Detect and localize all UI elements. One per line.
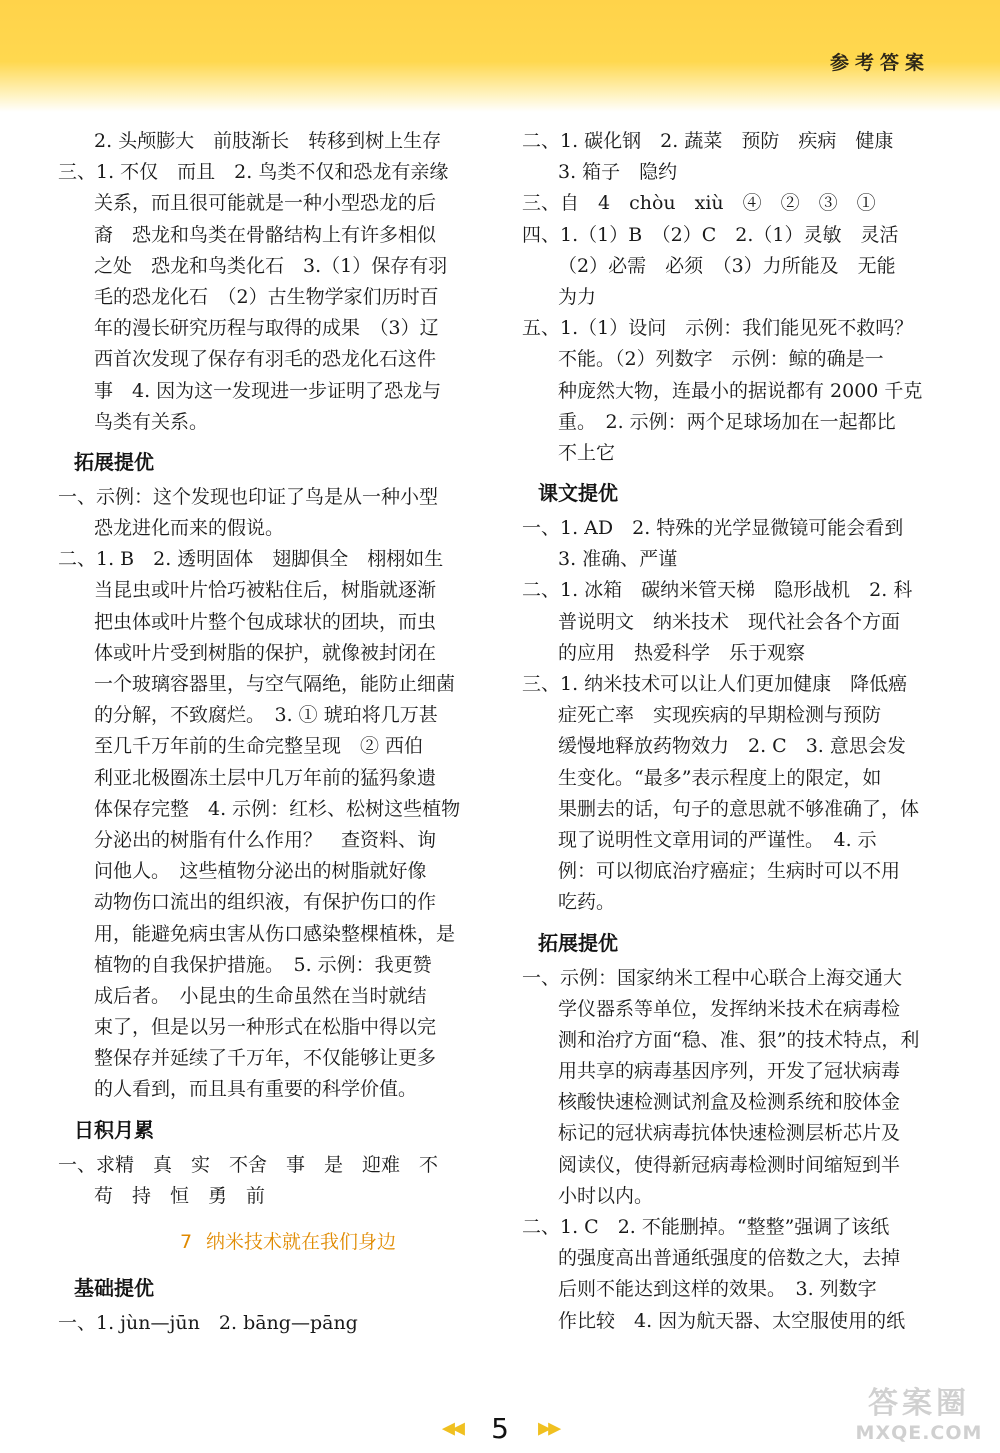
answer-line: 学仪器系等单位，发挥纳米技术在病毒检: [558, 997, 901, 1020]
answer-line: 一个玻璃容器里，与空气隔绝，能防止细菌: [94, 673, 456, 695]
answer-line: 不能。（2）列数字 示例：鲸的确是一: [558, 348, 884, 371]
answer-line: 二、1. B 2. 透明固体 翅脚俱全 栩栩如生: [58, 548, 444, 571]
answer-line: 缓慢地释放药物效力 2. C 3. 意思会发: [558, 735, 906, 758]
section-heading: 拓展提优: [538, 930, 618, 955]
answer-line: 一、1. AD 2. 特殊的光学显微镜可能会看到: [522, 517, 904, 540]
chapter-title-text: 纳米技术就在我们身边: [206, 1231, 397, 1253]
answer-line: 成后者。 小昆虫的生命虽然在当时就结: [94, 984, 427, 1007]
answer-line: 3. 箱子 隐约: [558, 161, 678, 184]
answer-line: 2. 头颅膨大 前肢渐长 转移到树上生存: [94, 130, 442, 152]
answer-line: 的分解，不致腐烂。 3. ① 琥珀将几万甚: [94, 704, 438, 727]
watermark-url: MXQE.COM: [855, 1422, 983, 1444]
answer-line: 为力: [558, 285, 597, 308]
answer-line: 毛的恐龙化石 （2）古生物学家们历时百: [94, 285, 439, 308]
answer-line: 之处 恐龙和鸟类化石 3.（1）保存有羽: [94, 254, 448, 277]
answer-line: 束了，但是以另一种形式在松脂中得以完: [94, 1016, 437, 1039]
answer-line: 一、1. jùn—jūn 2. bāng—pāng: [58, 1312, 358, 1334]
answer-line: 一、求精 真 实 不舍 事 是 迎难 不: [58, 1153, 439, 1176]
answer-line: 用共享的病毒基因序列，开发了冠状病毒: [558, 1060, 901, 1083]
chapter-title: [58, 1212, 478, 1264]
answer-line: 事 4. 因为这一发现进一步证明了恐龙与: [94, 379, 442, 402]
answer-line: 后则不能达到这样的效果。 3. 列数字: [558, 1278, 877, 1301]
answer-line: 吃药。: [558, 891, 616, 914]
answer-line: 关系，而且很可能就是一种小型恐龙的后: [94, 192, 437, 215]
answer-line: 种庞然大物，连最小的据说都有 2000 千克: [558, 379, 923, 402]
answer-line: 鸟类有关系。: [94, 410, 209, 433]
answer-line: 3. 准确、严谨: [558, 548, 678, 571]
answer-line: 年的漫长研究历程与取得的成果 （3）辽: [94, 317, 439, 340]
answer-line: 重。 2. 示例：两个足球场加在一起都比: [558, 410, 896, 433]
right-column: [522, 126, 942, 1337]
answer-line: 一、示例：国家纳米工程中心联合上海交通大: [522, 966, 903, 989]
answer-line: 阅读仪，使得新冠病毒检测时间缩短到半: [558, 1153, 901, 1176]
answer-line: 体或叶片受到树脂的保护，就像被封闭在: [94, 641, 437, 664]
answer-line: 不上它: [558, 441, 616, 464]
answer-line: 普说明文 纳米技术 现代社会各个方面: [558, 610, 901, 633]
section-heading: 课文提优: [538, 481, 618, 506]
answer-line: 用，能避免病虫害从伤口感染整棵植株，是: [94, 922, 456, 945]
answer-line: 苟 持 恒 勇 前: [94, 1184, 266, 1207]
answer-line: 现了说明性文章用词的严谨性。 4. 示: [558, 828, 877, 851]
page-header-title: 参考答案: [829, 52, 930, 74]
answer-line: 整保存并延续了千万年，不仅能够让更多: [94, 1047, 437, 1070]
answer-line: 至几千万年前的生命完整呈现 ② 西伯: [94, 735, 424, 758]
answer-line: 二、1. C 2. 不能删掉。“整整”强调了该纸: [522, 1216, 890, 1238]
answer-line: （2）必需 必须 （3）力所能及 无能: [558, 254, 896, 277]
answer-line: 标记的冠状病毒抗体快速检测层析芯片及: [558, 1122, 901, 1145]
answer-line: 四、1.（1）B （2）C 2.（1）灵敏 灵活: [522, 223, 899, 246]
answer-line: 西首次发现了保存有羽毛的恐龙化石这件: [94, 348, 437, 371]
answer-line: 果删去的话，句子的意思就不够准确了，体: [558, 797, 920, 820]
section-heading: 基础提优: [74, 1276, 154, 1300]
answer-line: 作比较 4. 因为航天器、太空服使用的纸: [558, 1309, 906, 1332]
page-number: 5: [491, 1412, 509, 1445]
answer-line: 生变化。“最多”表示程度上的限定，如: [558, 766, 882, 789]
answer-line: 当昆虫或叶片恰巧被粘住后，树脂就逐渐: [94, 579, 437, 602]
prev-arrows-icon: ◀◀: [441, 1418, 462, 1439]
answer-line: 问他人。 这些植物分泌出的树脂就好像: [94, 860, 427, 883]
answer-line: 利亚北极圈冻土层中几万年前的猛犸象遗: [94, 766, 437, 789]
section-heading: 拓展提优: [74, 449, 154, 474]
answer-line: 把虫体或叶片整个包成球状的团块，而虫: [94, 610, 437, 633]
answer-line: 的人看到，而且具有重要的科学价值。: [94, 1078, 418, 1101]
watermark-logo: [844, 1387, 994, 1449]
answer-line: 植物的自我保护措施。 5. 示例：我更赞: [94, 953, 432, 976]
answer-line: 二、1. 冰箱 碳纳米管天梯 隐形战机 2. 科: [522, 579, 913, 602]
answer-line: 五、1.（1）设问 示例：我们能见死不救吗？: [522, 317, 914, 340]
next-arrows-icon: ▶▶: [538, 1418, 559, 1439]
answer-line: 例：可以彻底治疗癌症；生病时可以不用: [558, 860, 901, 883]
answer-line: 的应用 热爱科学 乐于观察: [558, 641, 806, 664]
answer-line: 三、1. 纳米技术可以让人们更加健康 降低癌: [522, 673, 908, 695]
answer-line: 测和治疗方面“稳、准、狠”的技术特点，利: [558, 1028, 920, 1051]
watermark-text: 答案圈: [868, 1386, 970, 1421]
answer-line: 二、1. 碳化钢 2. 蔬菜 预防 疾病 健康: [522, 130, 894, 152]
answer-line: 裔 恐龙和鸟类在骨骼结构上有许多相似: [94, 223, 437, 246]
left-column: [58, 126, 478, 1339]
answer-line: 一、示例：这个发现也印证了鸟是从一种小型: [58, 485, 439, 508]
answer-line: 核酸快速检测试剂盒及检测系统和胶体金: [558, 1091, 901, 1114]
answer-line: 动物伤口流出的组织液，有保护伤口的作: [94, 891, 437, 914]
answer-line: 三、自 4 chòu xiù ④ ② ③ ①: [522, 192, 876, 215]
answer-line: 体保存完整 4. 示例：红杉、松树这些植物: [94, 797, 461, 820]
answer-line: 分泌出的树脂有什么作用？ 查资料、询: [94, 828, 437, 851]
answer-line: 小时以内。: [558, 1184, 654, 1207]
answer-line: 恐龙进化而来的假说。: [94, 517, 285, 540]
answer-line: 的强度高出普通纸强度的倍数之大，去掉: [558, 1247, 901, 1270]
chapter-number: 7: [179, 1231, 193, 1253]
section-heading: 日积月累: [74, 1117, 154, 1142]
answer-line: 症死亡率 实现疾病的早期检测与预防: [558, 704, 882, 727]
answer-line: 三、1. 不仅 而且 2. 鸟类不仅和恐龙有亲缘: [58, 161, 449, 184]
